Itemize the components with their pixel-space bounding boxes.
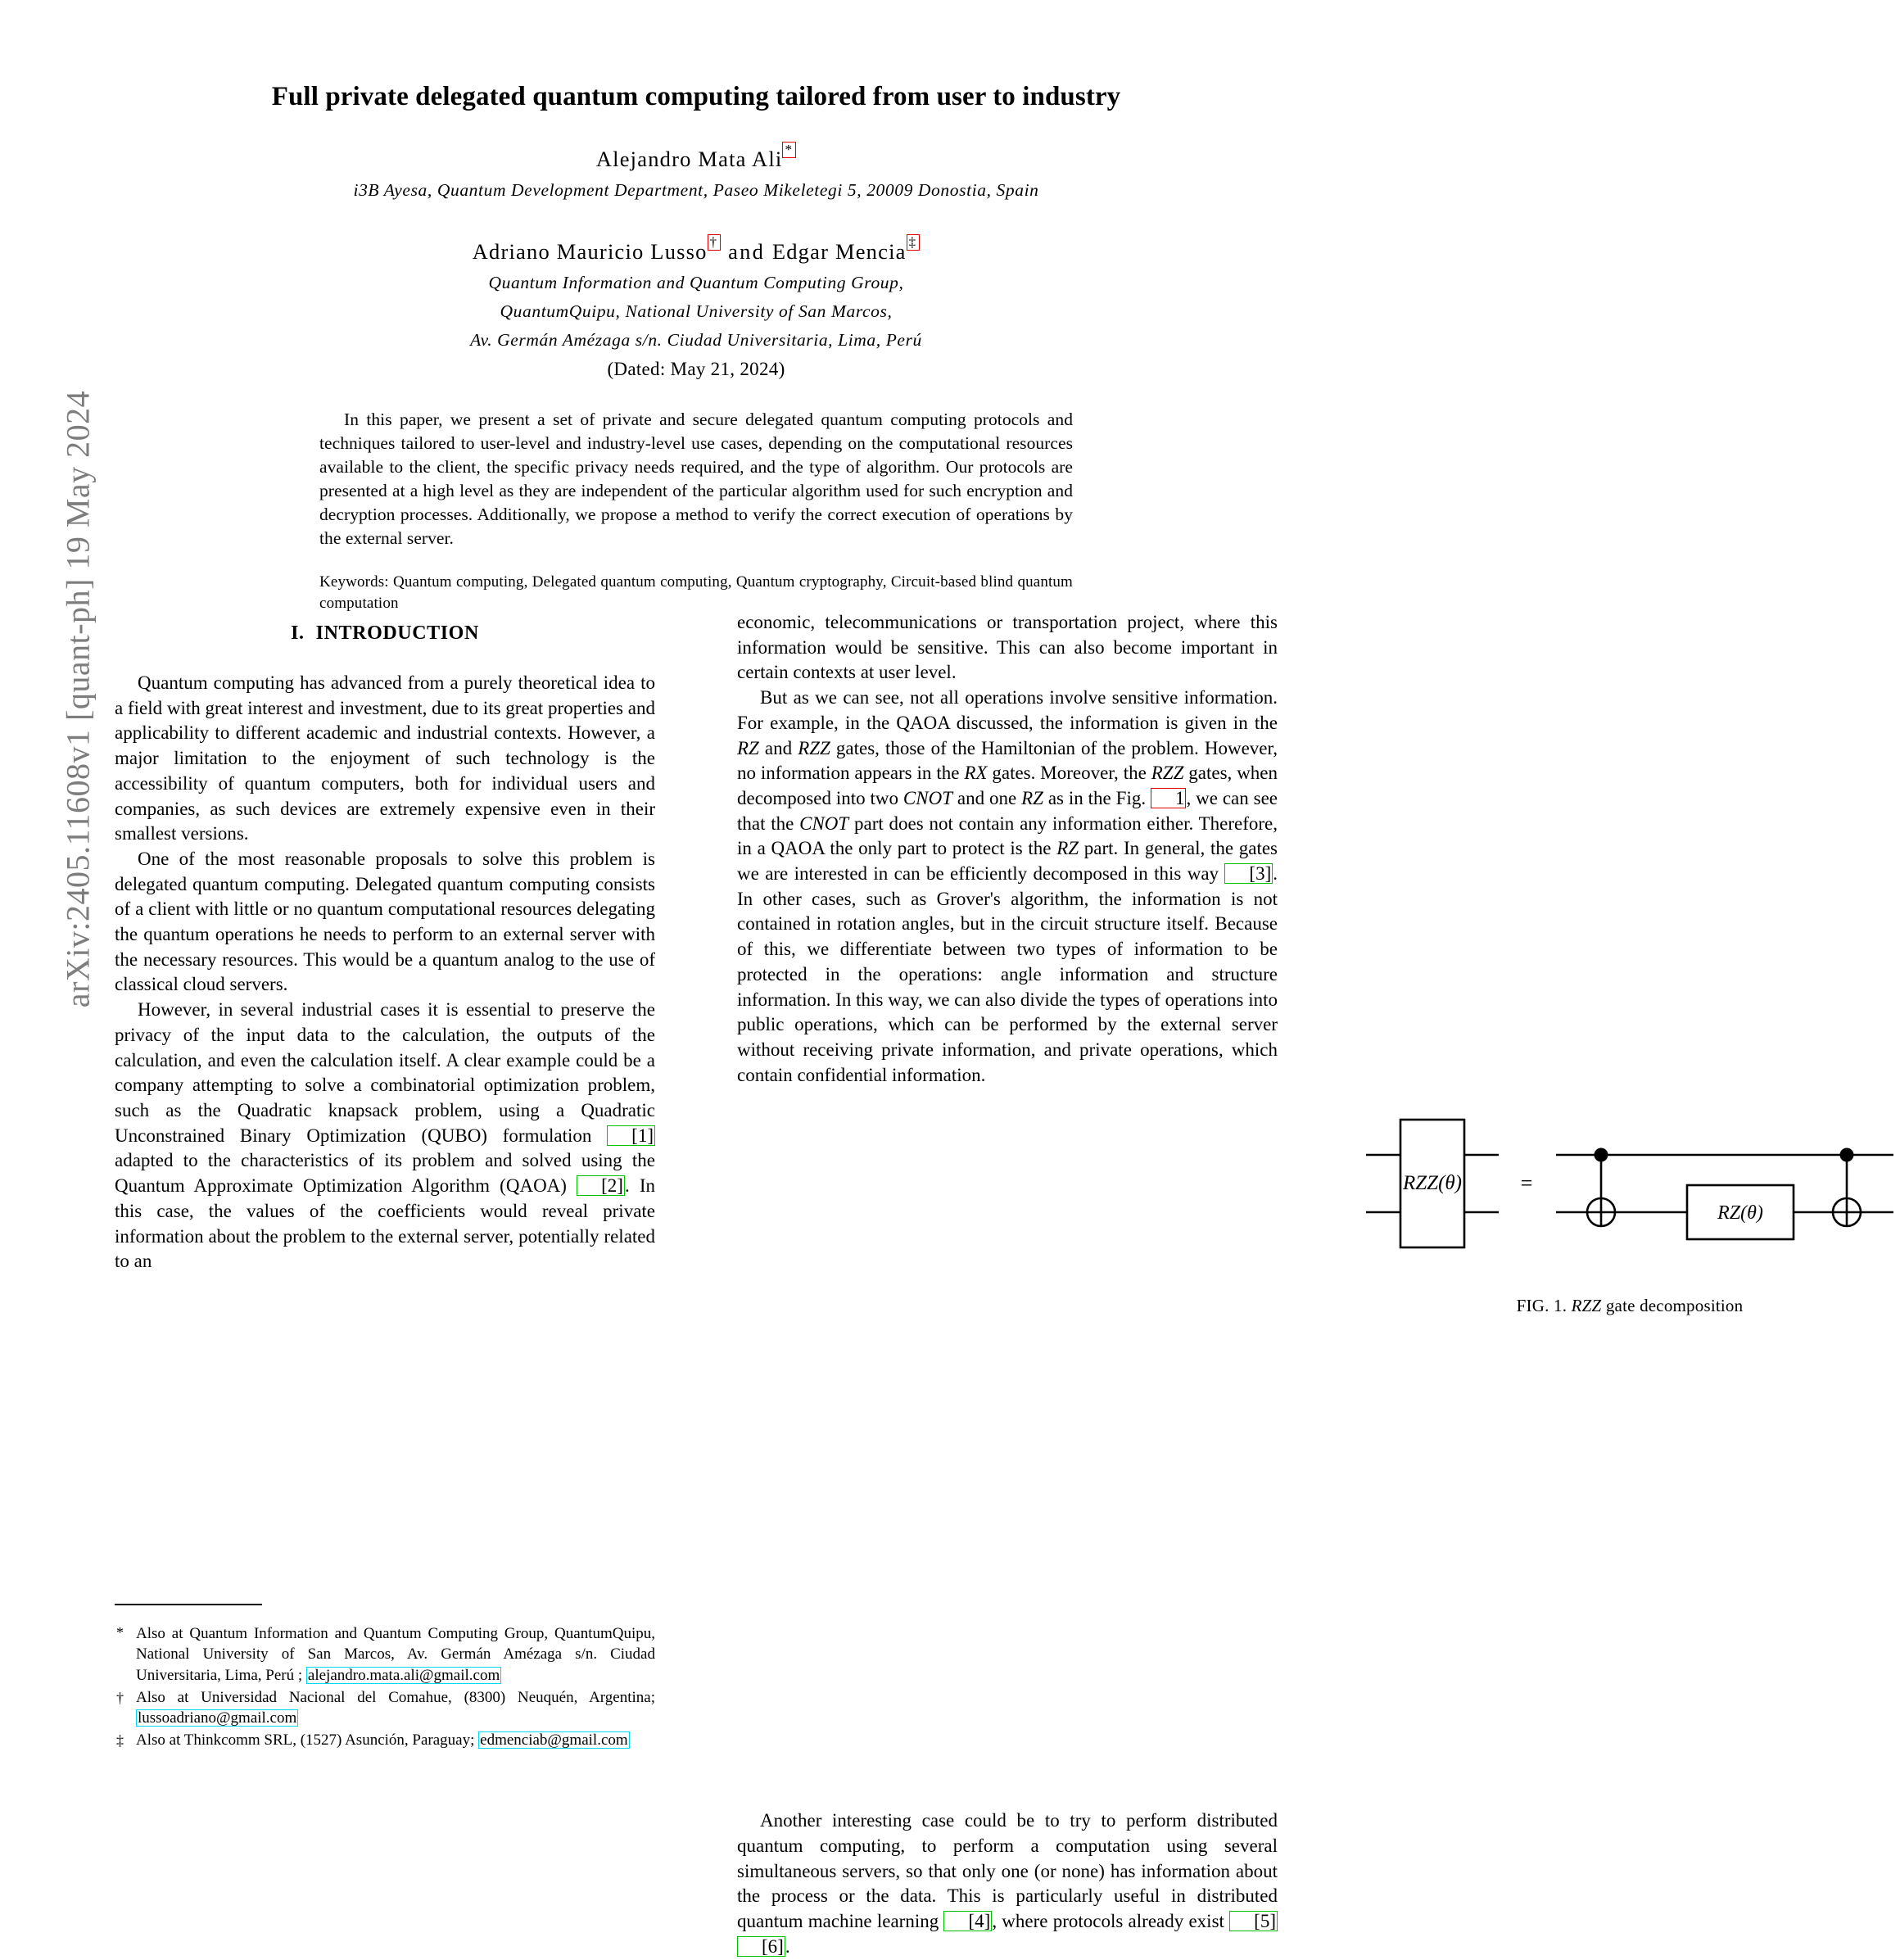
cnot-control-1-icon bbox=[1595, 1148, 1608, 1162]
author-name-alejandro: Alejandro Mata Ali bbox=[595, 147, 783, 172]
abstract bbox=[319, 408, 1073, 550]
right-p2-text-j: part. In general, the gates we are interested in can be efficiently decomposed in this way bbox=[737, 838, 1278, 885]
affiliation-quantumquipu: QuantumQuipu, National University of San Marcos, bbox=[500, 301, 893, 322]
left-paragraph-1: Quantum computing has advanced from a purely theoretical idea to a field with great interest and investment, due to its great properties and applicability to different academic and industrial contexts. However, a major limitation to the enjoyment of such technology is the accessibility of quantum computers, both for individual users and companies, as such devices are extremely expensive even in their smallest versions. bbox=[115, 672, 655, 844]
author-block-2 bbox=[115, 234, 1278, 380]
right-p2-text-g: as in the Fig. bbox=[1043, 787, 1151, 808]
section-number: I. bbox=[291, 622, 305, 644]
footnote-marker-ddagger[interactable]: ‡ bbox=[907, 234, 921, 251]
math-cnot-2: CNOT bbox=[799, 813, 849, 834]
right-p2-text-h: , we can see that the bbox=[737, 787, 1278, 834]
footnote-symbol-dagger: † bbox=[116, 1689, 124, 1706]
keywords-block bbox=[319, 572, 1073, 614]
math-rzz-2: RZZ bbox=[1151, 763, 1184, 784]
citation-ref-4[interactable]: [4] bbox=[943, 1911, 992, 1931]
right-p3-text-b: , where protocols already exist bbox=[992, 1911, 1230, 1932]
right-paragraph-1: economic, telecommunications or transportation project, where this information would be sensitive. This can also become important in certain contexts at user level. bbox=[737, 612, 1278, 683]
right-p2-text-e: gates, when decomposed into two bbox=[737, 763, 1278, 808]
figure-caption-prefix: FIG. 1. bbox=[1516, 1295, 1572, 1315]
affiliation-i3b-ayesa: i3B Ayesa, Quantum Development Department, Paseo Mikeletegi 5, 20009 Donostia, Spain bbox=[353, 180, 1039, 201]
right-p2-text-i: part does not contain any information either. Therefore, in a QAOA the only part to protect is the bbox=[737, 813, 1278, 859]
cnot-control-2-icon bbox=[1840, 1148, 1854, 1162]
figure-1 bbox=[1359, 1110, 1900, 1317]
section-heading-introduction bbox=[115, 620, 655, 646]
left-paragraph-3 bbox=[115, 998, 655, 1274]
footnote-rule bbox=[115, 1604, 262, 1605]
author-name-edgar: Edgar Mencia bbox=[771, 239, 907, 265]
figure-caption-suffix: gate decomposition bbox=[1601, 1295, 1744, 1315]
rz-gate-label: RZ(θ) bbox=[1717, 1202, 1763, 1224]
citation-ref-1[interactable]: [1] bbox=[607, 1125, 655, 1146]
abstract-paragraph: In this paper, we present a set of private and secure delegated quantum computing protocols and techniques tailored to user-level and industry-level use cases, depending on the computational resources available to the client, the specific privacy needs required, and the type of algorithm. Our protocols are presented at a high level as they are independent of the particular algorithm used for such encryption and decryption processes. Additionally, we propose a method to verify the correct execution of operations by the external server. bbox=[319, 410, 1073, 548]
dated-line: (Dated: May 21, 2024) bbox=[607, 359, 785, 380]
figure-caption-math: RZZ bbox=[1571, 1295, 1602, 1315]
left-p3-text-b: adapted to the characteristics of its problem and solved using the Quantum Approximate Optimization Algorithm (QAOA) bbox=[115, 1150, 655, 1197]
left-p3-text-c: . In this case, the values of the coefficients would reveal private information about the problem to the external server, potentially related to an bbox=[115, 1175, 655, 1272]
author-name-line-1 bbox=[115, 142, 1278, 174]
figure-1-caption bbox=[1359, 1294, 1900, 1317]
math-cnot-1: CNOT bbox=[902, 787, 953, 808]
author-name-adriano: Adriano Mauricio Lusso bbox=[472, 239, 708, 265]
left-p3-text-a: However, in several industrial cases it is essential to preserve the privacy of the input data to the calculation, the outputs of the calculation, and even the calculation itself. A clear example could be a company attempting to solve a combinatorial optimization problem, such as the Quadratic knapsack problem, using a Quadratic Unconstrained Binary Optimization (QUBO) formulation bbox=[115, 999, 655, 1146]
footnote-dagger-text: Also at Universidad Nacional del Comahue, (8300) Neuquén, Argentina; bbox=[136, 1688, 655, 1706]
footnote-marker-dagger[interactable]: † bbox=[708, 234, 722, 251]
figure-ref-1[interactable]: 1 bbox=[1151, 788, 1187, 808]
author-joiner: and bbox=[721, 239, 772, 265]
right-paragraph-3 bbox=[737, 1808, 1278, 1959]
left-paragraph-2: One of the most reasonable proposals to solve this problem is delegated quantum computing. Delegated quantum computing consists of a client with little or no quantum computational resources delegating the quantum operations he needs to perform to an external server with the necessary resources. This would be a quantum analog to the use of classical cloud servers. bbox=[115, 848, 655, 995]
footnote-symbol-asterisk: * bbox=[116, 1624, 124, 1641]
right-p2-text-c: gates, those of the Hamiltonian of the problem. However, no information appears in the bbox=[737, 737, 1278, 784]
right-column bbox=[737, 610, 1763, 1960]
citation-ref-3[interactable]: [3] bbox=[1224, 863, 1273, 884]
footnote-ddagger bbox=[115, 1730, 655, 1750]
right-p2-text-b: and bbox=[758, 737, 798, 758]
footnote-asterisk-text: Also at Quantum Information and Quantum Computing Group, QuantumQuipu, National University of San Marcos, Av. Germán Amézaga s/n. Ciudad Universitaria, Lima, Perú ; bbox=[136, 1625, 655, 1684]
paper-page bbox=[115, 0, 1763, 1957]
math-rz-3: RZ bbox=[1056, 838, 1079, 859]
math-rz-2: RZ bbox=[1021, 787, 1043, 808]
email-link-edgar[interactable]: edmenciab@gmail.com bbox=[480, 1731, 628, 1750]
rzz-decomposition-circuit bbox=[1359, 1110, 1900, 1257]
author-block-1 bbox=[115, 142, 1278, 203]
footnote-dagger bbox=[115, 1687, 655, 1729]
affiliation-address-lima: Av. Germán Amézaga s/n. Ciudad Universitaria, Lima, Perú bbox=[470, 330, 922, 351]
citation-ref-5[interactable]: [5] bbox=[1229, 1911, 1278, 1931]
body-columns bbox=[115, 610, 1763, 1957]
right-p2-text-f: and one bbox=[952, 787, 1022, 808]
citation-ref-6[interactable]: [6] bbox=[737, 1936, 785, 1957]
right-p3-text-a: Another interesting case could be to try to perform distributed quantum computing, to perform a computation using several simultaneous servers, so that only one (or none) has information about the process or the data. This is particularly useful in distributed quantum machine learning bbox=[737, 1810, 1278, 1932]
equals-sign: = bbox=[1520, 1171, 1533, 1195]
math-rz-1: RZ bbox=[737, 737, 759, 758]
footnotes-block bbox=[115, 1604, 655, 1753]
citation-ref-2[interactable]: [2] bbox=[577, 1175, 625, 1196]
keywords-text: Keywords: Quantum computing, Delegated quantum computing, Quantum cryptography, Circuit-based blind quantum computation bbox=[319, 573, 1073, 612]
right-p2-text-d: gates. Moreover, the bbox=[987, 763, 1151, 784]
affiliation-qiqc-group: Quantum Information and Quantum Computing Group, bbox=[488, 272, 904, 292]
footnote-marker-asterisk[interactable]: * bbox=[782, 142, 796, 158]
footnote-asterisk bbox=[115, 1623, 655, 1686]
math-rx: RX bbox=[964, 763, 988, 784]
right-p2-text-k: . In other cases, such as Grover's algorithm, the information is not contained in rotation angles, but in the circuit structure itself. Because of this, we differentiate between two types of information to be protected in the operations: angle information and structure information. In this way, we can also divide the types of operations into public operations, which can be performed by the external server without receiving private information, and private operations, which contain confidential information. bbox=[737, 863, 1278, 1085]
author-name-line-2 bbox=[115, 234, 1278, 267]
rzz-gate-label: RZZ(θ) bbox=[1402, 1172, 1463, 1194]
right-p2-text-a: But as we can see, not all operations involve sensitive information. For example, in the QAOA discussed, the information is given in the bbox=[737, 687, 1278, 733]
right-paragraph-2 bbox=[737, 686, 1278, 1088]
footnote-ddagger-text: Also at Thinkcomm SRL, (1527) Asunción, Paraguay; bbox=[136, 1731, 479, 1750]
email-link-alejandro[interactable]: alejandro.mata.ali@gmail.com bbox=[307, 1666, 500, 1684]
footnote-symbol-ddagger: ‡ bbox=[116, 1732, 124, 1750]
section-title: INTRODUCTION bbox=[315, 622, 479, 644]
math-rzz-1: RZZ bbox=[798, 737, 830, 758]
left-column bbox=[115, 610, 655, 1274]
page-title: Full private delegated quantum computing tailored from user to industry bbox=[271, 82, 1121, 111]
right-p3-text-c: . bbox=[785, 1935, 790, 1957]
arxiv-identifier-stamp: arXiv:2405.11608v1 [quant-ph] 19 May 2024 bbox=[59, 390, 97, 1008]
email-link-adriano[interactable]: lussoadriano@gmail.com bbox=[138, 1709, 297, 1727]
